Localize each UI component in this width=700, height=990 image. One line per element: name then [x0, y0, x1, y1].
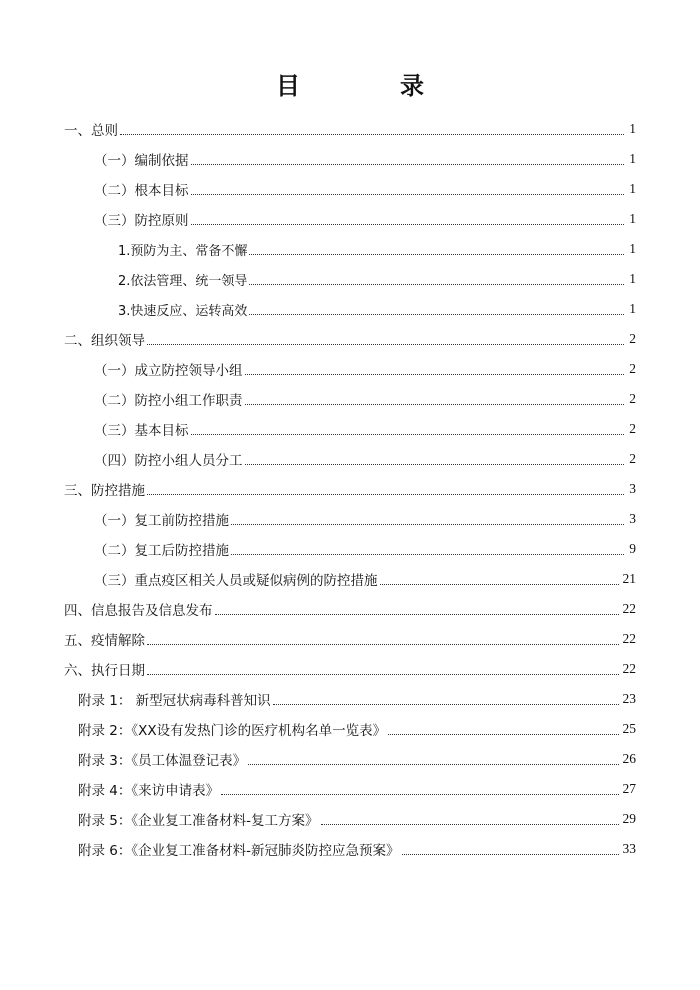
toc-entry-label: （二）防控小组工作职责	[94, 393, 243, 409]
toc-entry[interactable]	[0, 414, 700, 444]
toc-entry-label: （三）防控原则	[94, 213, 189, 229]
toc-dot-leader	[191, 194, 625, 195]
toc-page-number: 1	[629, 211, 636, 226]
toc-entry-label: 四、信息报告及信息发布	[64, 603, 213, 619]
toc-entry[interactable]	[0, 324, 700, 354]
toc-entry[interactable]	[0, 204, 700, 234]
toc-dot-leader	[191, 434, 625, 435]
toc-entry[interactable]	[0, 834, 700, 864]
toc-dot-leader	[147, 344, 624, 345]
toc-entry[interactable]	[0, 534, 700, 564]
toc-dot-leader	[215, 614, 619, 615]
toc-dot-leader	[249, 254, 624, 255]
toc-dot-leader	[120, 134, 624, 135]
toc-dot-leader	[248, 764, 618, 765]
toc-page-number: 9	[629, 541, 636, 556]
toc-entry-label: 3.快速反应、运转高效	[118, 303, 248, 319]
toc-entry-label: 附录 1： 新型冠状病毒科普知识	[78, 693, 271, 709]
toc-dot-leader	[321, 824, 619, 825]
toc-page-number: 21	[622, 571, 636, 586]
toc-entry-label: 1.预防为主、常备不懈	[118, 243, 248, 259]
toc-page-number: 3	[629, 511, 636, 526]
toc-entry[interactable]	[0, 504, 700, 534]
toc-entry[interactable]	[0, 714, 700, 744]
toc-entry[interactable]	[0, 684, 700, 714]
toc-page-number: 33	[622, 841, 636, 856]
toc-entry-label: 附录 6：《企业复工准备材料-新冠肺炎防控应急预案》	[78, 843, 400, 859]
toc-entry-label: （一）编制依据	[94, 153, 189, 169]
toc-entry-label: 三、防控措施	[64, 483, 145, 499]
toc-entry[interactable]	[0, 444, 700, 474]
toc-dot-leader	[231, 524, 624, 525]
toc-entry[interactable]	[0, 804, 700, 834]
toc-entry-label: （三）重点疫区相关人员或疑似病例的防控措施	[94, 573, 378, 589]
toc-entry[interactable]	[0, 594, 700, 624]
toc-entry-label: 附录 2：《XX设有发热门诊的医疗机构名单一览表》	[78, 723, 387, 739]
toc-entry[interactable]	[0, 774, 700, 804]
toc-dot-leader	[402, 854, 619, 855]
toc-entry[interactable]	[0, 174, 700, 204]
toc-dot-leader	[273, 704, 619, 705]
toc-entry-label: （二）复工后防控措施	[94, 543, 229, 559]
toc-dot-leader	[245, 404, 625, 405]
toc-dot-leader	[147, 644, 619, 645]
toc-page-number: 26	[622, 751, 636, 766]
toc-entry-label: （一）复工前防控措施	[94, 513, 229, 529]
toc-entry[interactable]	[0, 294, 700, 324]
toc-dot-leader	[191, 224, 625, 225]
toc-entry[interactable]	[0, 624, 700, 654]
toc-dot-leader	[147, 674, 619, 675]
toc-dot-leader	[245, 374, 625, 375]
toc-entry-label: 附录 5：《企业复工准备材料-复工方案》	[78, 813, 319, 829]
toc-entry-label: 附录 4：《来访申请表》	[78, 783, 220, 799]
toc-entry-label: 六、执行日期	[64, 663, 145, 679]
page-title: 目 录	[276, 72, 462, 100]
toc-page-number: 22	[622, 661, 636, 676]
toc-entry-label: 二、组织领导	[64, 333, 145, 349]
toc-page-number: 22	[622, 601, 636, 616]
toc-dot-leader	[380, 584, 619, 585]
toc-entry[interactable]	[0, 234, 700, 264]
toc-entry[interactable]	[0, 654, 700, 684]
toc-entry[interactable]	[0, 744, 700, 774]
toc-page-number: 27	[622, 781, 636, 796]
toc-page-number: 1	[629, 121, 636, 136]
toc-dot-leader	[221, 794, 618, 795]
toc-page-number: 2	[629, 391, 636, 406]
toc-page-number: 22	[622, 631, 636, 646]
table-of-contents	[0, 114, 700, 864]
toc-page-number: 1	[629, 241, 636, 256]
toc-entry[interactable]	[0, 354, 700, 384]
toc-page-number: 2	[629, 361, 636, 376]
toc-dot-leader	[249, 284, 624, 285]
toc-entry-label: （一）成立防控领导小组	[94, 363, 243, 379]
toc-entry-label: 五、疫情解除	[64, 633, 145, 649]
toc-entry-label: 2.依法管理、统一领导	[118, 273, 248, 289]
toc-entry[interactable]	[0, 564, 700, 594]
toc-entry[interactable]	[0, 384, 700, 414]
toc-entry-label: （三）基本目标	[94, 423, 189, 439]
toc-page-number: 2	[629, 451, 636, 466]
toc-dot-leader	[388, 734, 618, 735]
toc-entry[interactable]	[0, 144, 700, 174]
toc-page-number: 1	[629, 181, 636, 196]
toc-page-number: 1	[629, 301, 636, 316]
toc-dot-leader	[245, 464, 625, 465]
toc-entry-label: （四）防控小组人员分工	[94, 453, 243, 469]
toc-page-number: 23	[622, 691, 636, 706]
toc-entry-label: 一、总则	[64, 123, 118, 139]
toc-dot-leader	[191, 164, 625, 165]
toc-entry[interactable]	[0, 264, 700, 294]
toc-page-number: 2	[629, 421, 636, 436]
toc-page-number: 1	[629, 151, 636, 166]
toc-page-number: 29	[622, 811, 636, 826]
toc-dot-leader	[231, 554, 624, 555]
toc-dot-leader	[147, 494, 624, 495]
toc-page-number: 1	[629, 271, 636, 286]
toc-page-number: 3	[629, 481, 636, 496]
toc-entry[interactable]	[0, 114, 700, 144]
toc-entry-label: 附录 3：《员工体温登记表》	[78, 753, 247, 769]
toc-dot-leader	[249, 314, 624, 315]
toc-page-number: 25	[622, 721, 636, 736]
toc-entry-label: （二）根本目标	[94, 183, 189, 199]
toc-page-number: 2	[629, 331, 636, 346]
toc-entry[interactable]	[0, 474, 700, 504]
